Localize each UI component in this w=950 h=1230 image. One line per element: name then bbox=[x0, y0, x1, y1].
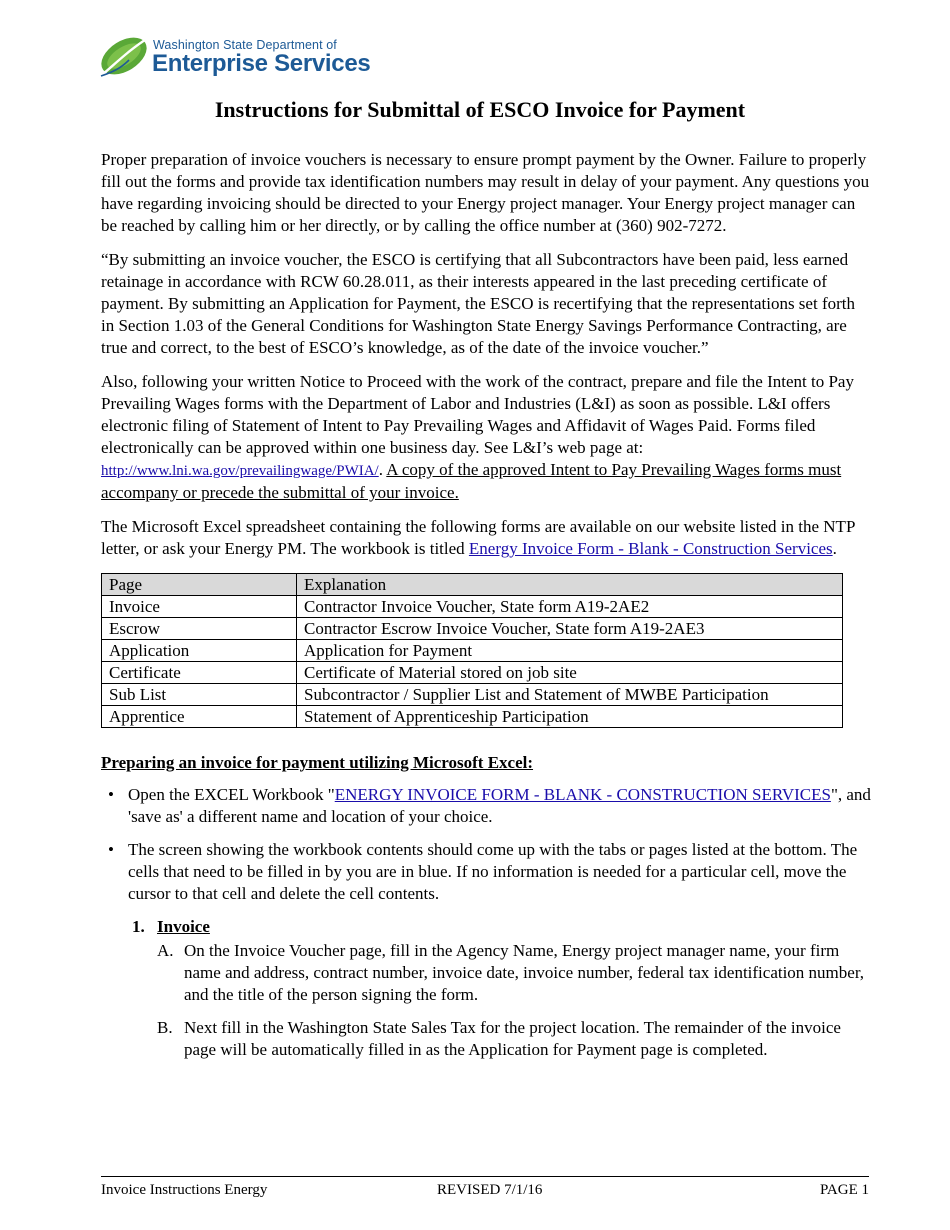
lni-link[interactable]: http://www.lni.wa.gov/prevailingwage/PWIA/ bbox=[101, 463, 379, 479]
table-cell-explanation: Subcontractor / Supplier List and Statement of MWBE Participation bbox=[297, 684, 843, 706]
prevailing-wage-requirement: A copy of the approved Intent to Pay Prevailing Wages forms must accompany or precede the submittal of your invoice. bbox=[101, 460, 842, 502]
bullet-icon: • bbox=[108, 840, 114, 859]
workbook-name-link[interactable]: ENERGY INVOICE FORM - BLANK - CONSTRUCTION SERVICES bbox=[334, 785, 831, 804]
document-title: Instructions for Submittal of ESCO Invoice for Payment bbox=[214, 97, 746, 122]
table-header-row bbox=[102, 574, 843, 596]
des-logo bbox=[99, 30, 389, 82]
workbook-end: . bbox=[832, 539, 837, 558]
substep-text: On the Invoice Voucher page, fill in the Agency Name, Energy project manager name, your firm name and address, contract number, invoice date, invoice number, federal tax identification number, and the title of the person signing the form. bbox=[184, 941, 865, 1004]
logo-line1: Washington State Department of bbox=[153, 38, 337, 52]
step-title: Invoice bbox=[157, 917, 210, 936]
footer-right: PAGE 1 bbox=[819, 1182, 869, 1198]
section-title: Preparing an invoice for payment utilizing Microsoft Excel: bbox=[101, 753, 534, 772]
workbook-paragraph bbox=[101, 516, 871, 560]
substep-a bbox=[101, 940, 871, 1006]
prevailing-wage-after-link: . bbox=[378, 460, 387, 479]
prevailing-wage-paragraph bbox=[101, 371, 871, 504]
table-cell-page: Application bbox=[102, 640, 297, 662]
leaf-logo-icon bbox=[99, 30, 151, 82]
document-body bbox=[101, 149, 871, 1061]
substep-label: B. bbox=[157, 1018, 173, 1037]
table-cell-page: Apprentice bbox=[102, 706, 297, 728]
bullet1-before: Open the EXCEL Workbook " bbox=[128, 785, 335, 804]
table-row bbox=[102, 684, 843, 706]
instruction-bullets bbox=[101, 784, 871, 905]
page-footer bbox=[101, 1176, 869, 1198]
table-header-explanation: Explanation bbox=[297, 574, 843, 596]
table-cell-page: Certificate bbox=[102, 662, 297, 684]
table-cell-page: Sub List bbox=[102, 684, 297, 706]
bullet1-after: ", and 'save as' a different name and location of your choice. bbox=[128, 785, 871, 826]
step-invoice bbox=[101, 916, 871, 938]
list-item bbox=[101, 839, 871, 905]
substep-label: A. bbox=[157, 941, 174, 960]
list-item bbox=[101, 784, 871, 828]
table-cell-explanation: Certificate of Material stored on job site bbox=[297, 662, 843, 684]
certification-paragraph: “By submitting an invoice voucher, the ESCO is certifying that all Subcontractors have been paid, less earned retainage in accordance with RCW 60.28.011, as their interests appeared in the last preceding certificate of payment. By submitting an Application for Payment, the ESCO is recertifying that the representations set forth in Section 1.03 of the General Conditions for Washington State Energy Savings Performance Contracting, are true and correct, to the best of ESCO’s knowledge, as of the date of the invoice voucher.” bbox=[101, 250, 855, 357]
forms-table bbox=[101, 573, 843, 728]
table-cell-page: Invoice bbox=[102, 596, 297, 618]
table-row bbox=[102, 662, 843, 684]
workbook-text: The Microsoft Excel spreadsheet containing the following forms are available on our website listed in the NTP letter, or ask your Energy PM. The workbook is titled bbox=[101, 517, 855, 558]
table-cell-explanation: Application for Payment bbox=[297, 640, 843, 662]
table-row bbox=[102, 618, 843, 640]
step-number: 1. bbox=[132, 917, 145, 936]
table-row bbox=[102, 706, 843, 728]
intro-paragraph: Proper preparation of invoice vouchers is necessary to ensure prompt payment by the Owner. Failure to properly fill out the forms and provide tax identification numbers may result in delay of your payment. Any questions you have regarding invoicing should be directed to your Energy project manager. Your Energy project manager can be reached by calling him or her directly, or by calling the office number at (360) 902-7272. bbox=[101, 150, 870, 235]
table-cell-explanation: Contractor Escrow Invoice Voucher, State form A19-2AE3 bbox=[297, 618, 843, 640]
substep-text: Next fill in the Washington State Sales Tax for the project location. The remainder of the invoice page will be automatically filled in as the Application for Payment page is completed. bbox=[184, 1018, 841, 1059]
table-row bbox=[102, 596, 843, 618]
footer-center: REVISED 7/1/16 bbox=[437, 1182, 543, 1198]
prevailing-wage-text: Also, following your written Notice to Proceed with the work of the contract, prepare and file the Intent to Pay Prevailing Wages forms with the Department of Labor and Industries (L&I) as soon as possible. L&I offers electronic filing of Statement of Intent to Pay Prevailing Wages and Affidavit of Wages Paid. Forms filed electronically can be approved within one business day. See L&I’s web page at: bbox=[101, 372, 854, 457]
table-header-page: Page bbox=[102, 574, 297, 596]
logo-line2: Enterprise Services bbox=[152, 50, 371, 77]
table-row bbox=[102, 640, 843, 662]
substep-b bbox=[101, 1017, 871, 1061]
bullet2-text: The screen showing the workbook contents should come up with the tabs or pages listed at the bottom. The cells that need to be filled in by you are in blue. If no information is needed for a particular cell, move the cursor to that cell and delete the cell contents. bbox=[128, 840, 858, 903]
table-cell-explanation: Contractor Invoice Voucher, State form A19-2AE2 bbox=[297, 596, 843, 618]
workbook-link[interactable]: Energy Invoice Form - Blank - Construction Services bbox=[468, 539, 833, 558]
footer-left: Invoice Instructions Energy bbox=[101, 1182, 268, 1198]
table-cell-explanation: Statement of Apprenticeship Participation bbox=[297, 706, 843, 728]
table-cell-page: Escrow bbox=[102, 618, 297, 640]
bullet-icon: • bbox=[108, 785, 114, 804]
